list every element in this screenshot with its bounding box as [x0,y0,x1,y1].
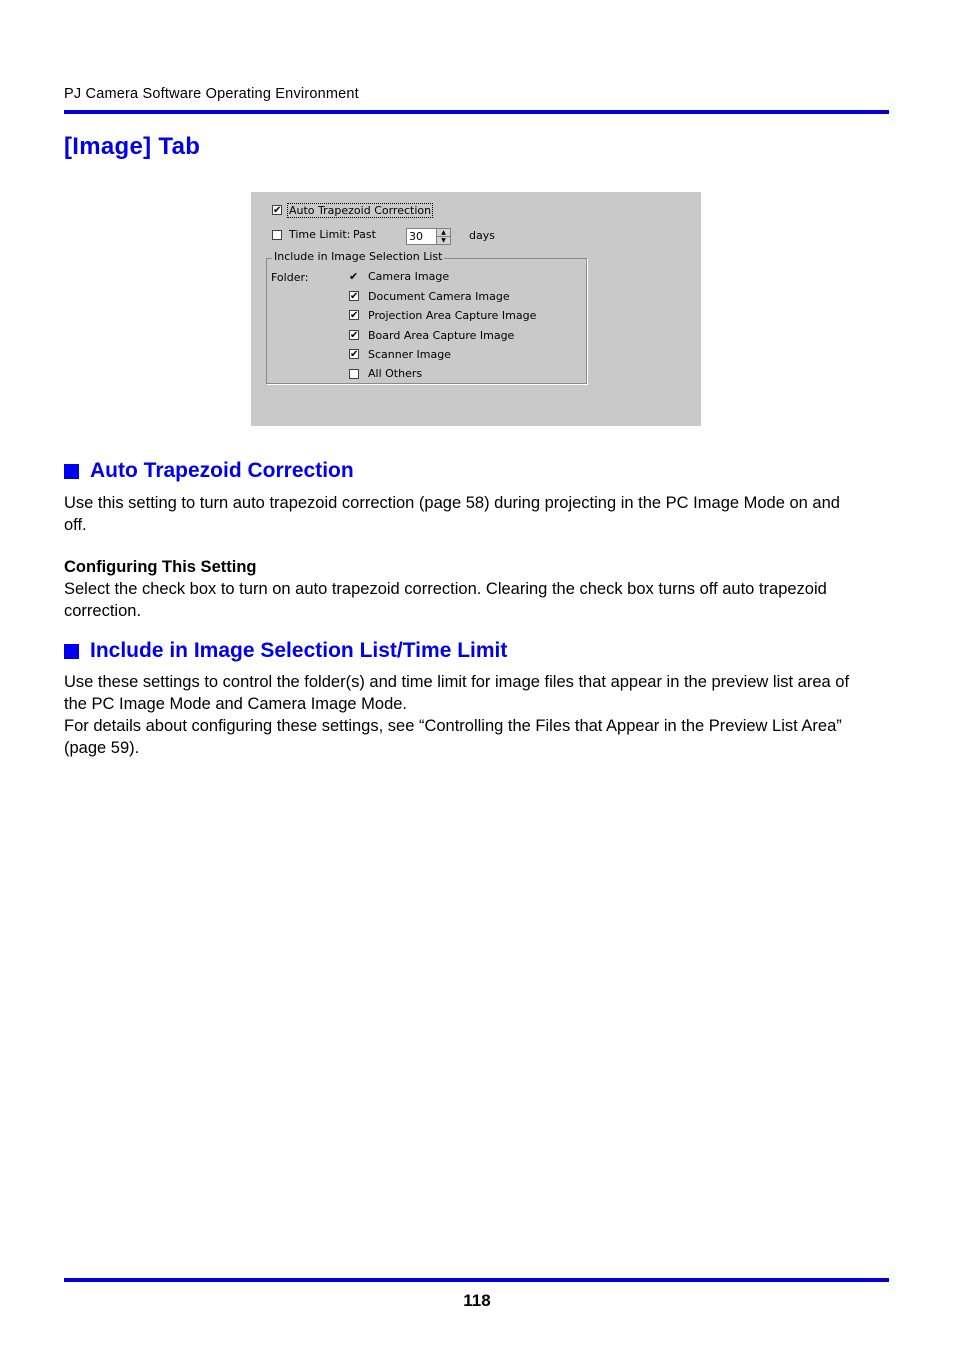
auto-trapezoid-label: Auto Trapezoid Correction [289,204,432,217]
all-others-checkbox[interactable] [349,369,359,379]
page-header: PJ Camera Software Operating Environment [64,86,359,102]
include-time-limit-heading-text: Include in Image Selection List/Time Limit [90,639,508,662]
heading-square-icon [64,464,79,479]
time-limit-checkbox[interactable] [272,230,282,240]
time-limit-past-label: Past [353,228,376,241]
time-limit-unit-label: days [469,229,495,242]
spin-up-icon[interactable]: ▲ [441,229,446,236]
document-camera-image-checkbox[interactable]: ✔ [350,291,359,302]
include-time-limit-details: For details about configuring these settings, see “Controlling the Files that Appear in the Preview List Area” (page 59). [64,717,842,757]
scanner-image-checkbox[interactable]: ✔ [350,349,359,360]
auto-trapezoid-heading-text: Auto Trapezoid Correction [90,459,354,482]
include-time-limit-heading [64,639,507,663]
page-number: 118 [463,1291,491,1310]
page-title: [Image] Tab [64,133,201,160]
spinner-buttons [436,229,450,244]
configuring-setting-heading: Configuring This Setting [64,558,257,576]
camera-image-fixed-check-icon: ✔ [349,270,359,283]
time-limit-label: Time Limit: [289,228,351,241]
time-limit-days-value[interactable]: 30 [409,230,423,243]
time-limit-days-spinner[interactable] [406,228,451,245]
heading-square-icon [64,644,79,659]
board-area-capture-image-checkbox[interactable]: ✔ [350,330,359,341]
projection-area-capture-image-label: Projection Area Capture Image [368,309,537,322]
folder-label: Folder: [271,271,309,284]
configuring-setting-description: Select the check box to turn on auto trapezoid correction. Clearing the check box turns off auto trapezoid correction. [64,580,827,620]
all-others-label: All Others [368,367,423,380]
auto-trapezoid-description: Use this setting to turn auto trapezoid correction (page 58) during projecting in the PC Image Mode on and off. [64,494,840,534]
document-camera-image-label: Document Camera Image [368,290,510,303]
auto-trapezoid-heading [64,459,354,483]
spin-down-icon[interactable]: ▼ [437,236,450,244]
scanner-image-label: Scanner Image [368,348,451,361]
camera-image-label: Camera Image [368,270,450,283]
image-tab-dialog-screenshot [251,192,701,426]
footer-rule [64,1278,889,1282]
board-area-capture-image-label: Board Area Capture Image [368,329,515,342]
projection-area-capture-image-checkbox[interactable]: ✔ [350,310,359,321]
header-rule [64,110,889,114]
include-in-selection-legend: Include in Image Selection List [274,250,443,263]
auto-trapezoid-checkbox[interactable]: ✔ [273,205,282,216]
include-time-limit-description: Use these settings to control the folder(s) and time limit for image files that appear in the preview list area of the PC Image Mode and Camera Image Mode. [64,673,850,713]
